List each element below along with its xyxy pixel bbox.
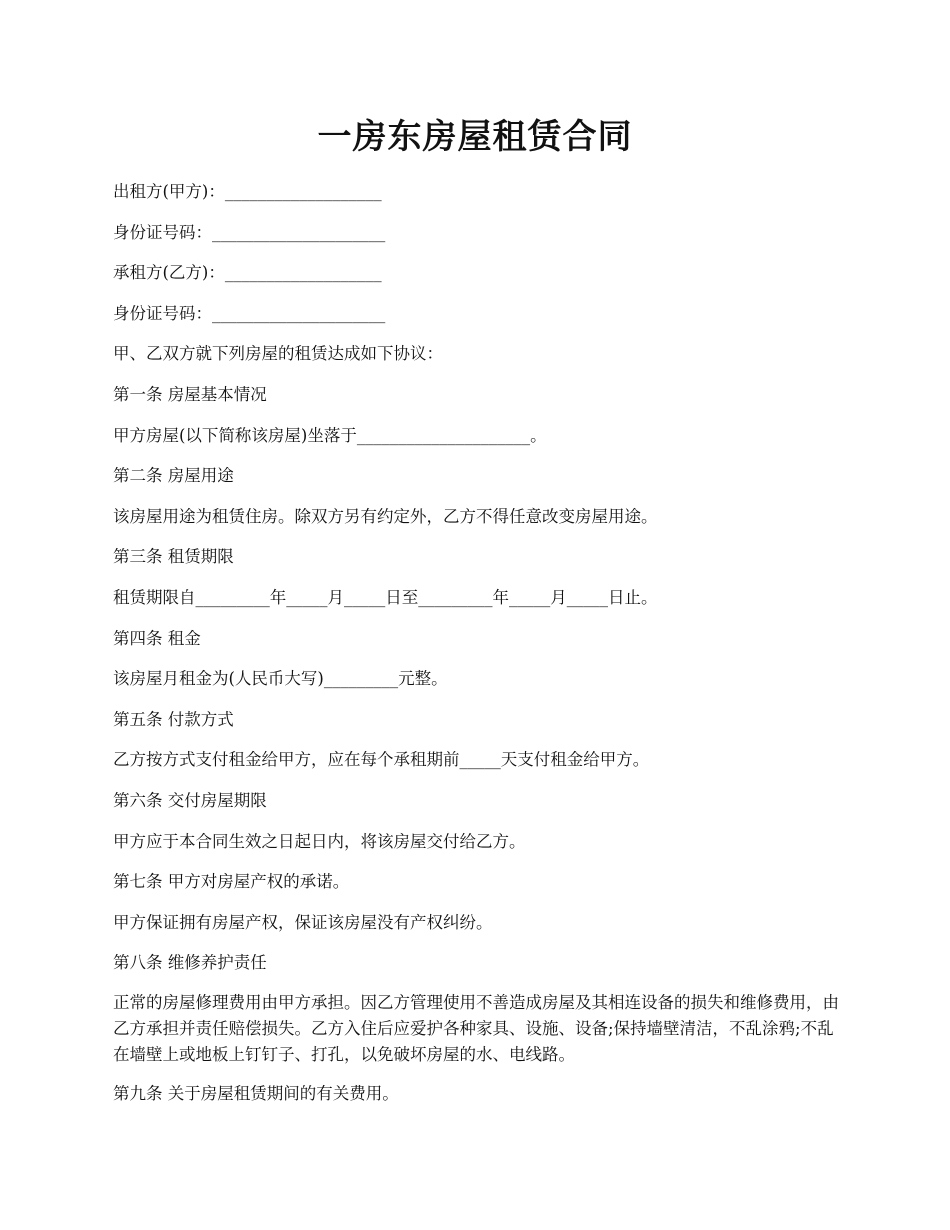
- article-8-text: 正常的房屋修理费用由甲方承担。因乙方管理使用不善造成房屋及其相连设备的损失和维修费用，由乙方承担并责任赔偿损失。乙方入住后应爱护各种家具、设施、设备;保持墙壁清洁，不乱涂鸦;不乱在墙壁上或地板上钉钉子、打孔，以免破坏房屋的水、电线路。: [113, 992, 839, 1064]
- article-5-heading: 第五条 付款方式: [113, 709, 234, 729]
- agreement-intro: 甲、乙双方就下列房屋的租赁达成如下协议：: [113, 344, 443, 364]
- article-1-text: 甲方房屋(以下简称该房屋)坐落于_____________________。: [113, 425, 547, 445]
- article-2-heading: 第二条 房屋用途: [113, 466, 234, 486]
- lessee-id-line: 身份证号码：_____________________: [113, 303, 386, 323]
- article-2-text: 该房屋用途为租赁住房。除双方另有约定外，乙方不得任意改变房屋用途。: [113, 506, 658, 526]
- document-title: 一房东房屋租赁合同: [317, 117, 633, 157]
- article-7-text: 甲方保证拥有房屋产权，保证该房屋没有产权纠纷。: [113, 912, 493, 932]
- article-3-text: 租赁期限自_________年_____月_____日至_________年_____月_____日止。: [113, 587, 658, 607]
- lessor-line: 出租方(甲方)：___________________: [113, 182, 382, 201]
- article-7-heading: 第七条 甲方对房屋产权的承诺。: [113, 872, 350, 892]
- article-8-heading: 第八条 维修养护责任: [113, 953, 267, 973]
- article-6-heading: 第六条 交付房屋期限: [113, 790, 267, 810]
- article-5-text: 乙方按方式支付租金给甲方，应在每个承租期前_____天支付租金给甲方。: [113, 750, 650, 770]
- document-body: [113, 178, 843, 1120]
- article-4-text: 该房屋月租金为(人民币大写)_________元整。: [113, 669, 448, 689]
- article-9-heading: 第九条 关于房屋租赁期间的有关费用。: [113, 1083, 399, 1103]
- lessee-line: 承租方(乙方)：___________________: [113, 263, 382, 283]
- article-1-heading: 第一条 房屋基本情况: [113, 384, 267, 404]
- article-6-text: 甲方应于本合同生效之日起日内，将该房屋交付给乙方。: [113, 831, 526, 851]
- lessor-id-line: 身份证号码：_____________________: [113, 222, 386, 242]
- article-3-heading: 第三条 租赁期限: [113, 547, 234, 567]
- article-4-heading: 第四条 租金: [113, 628, 201, 648]
